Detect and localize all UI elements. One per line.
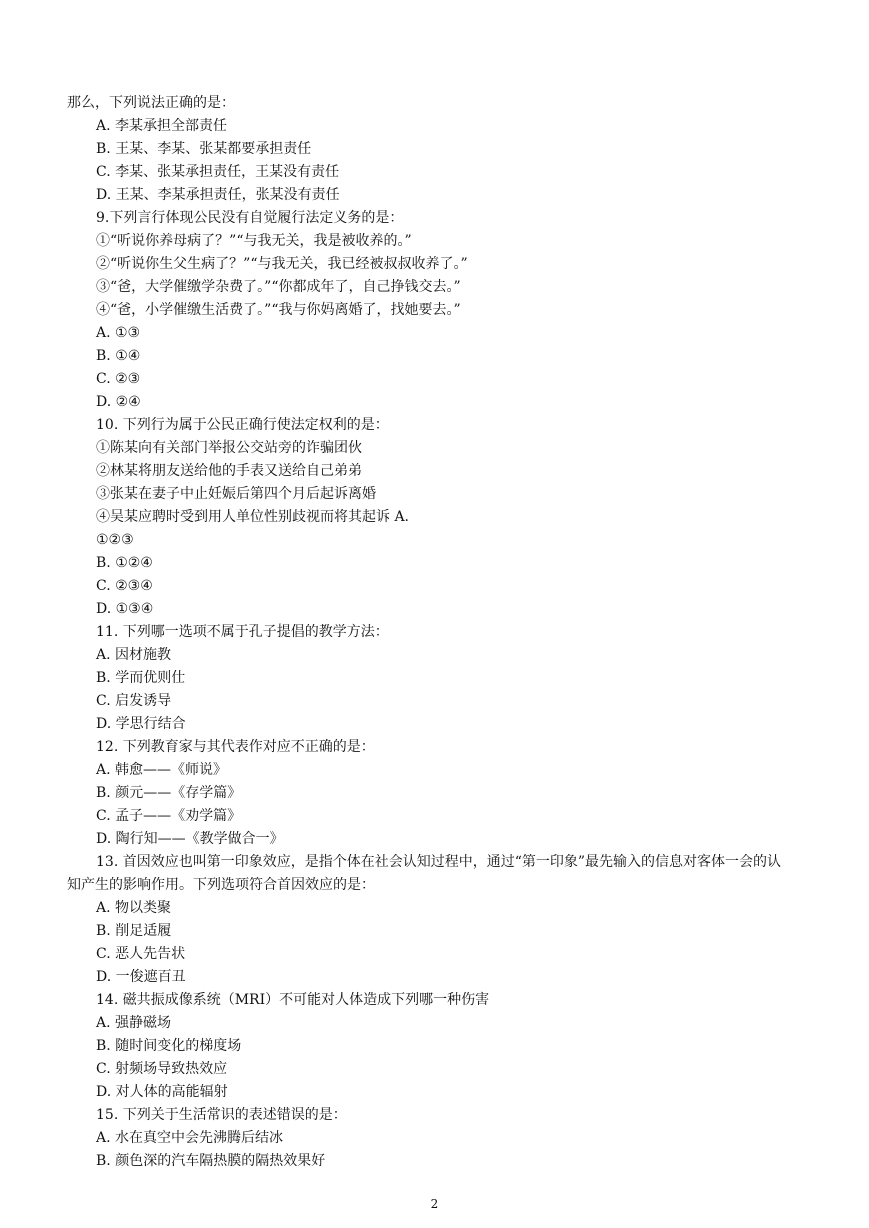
text-line: D. 王某、李某承担责任，张某没有责任: [96, 187, 340, 203]
text-line: A. 因材施教: [96, 647, 172, 663]
text-line: D. 对人体的高能辐射: [96, 1084, 228, 1100]
text-line: A. 韩愈——《师说》: [96, 762, 228, 778]
text-line: C. ②③: [96, 371, 141, 387]
question-15: 15. 下列关于生活常识的表述错误的是：: [96, 1107, 347, 1123]
text-line: ④吴某应聘时受到用人单位性别歧视而将其起诉 A.: [96, 509, 410, 525]
text-line: B. 王某、李某、张某都要承担责任: [96, 141, 312, 157]
text-line: ①陈某向有关部门举报公交站旁的诈骗团伙: [96, 440, 362, 456]
text-line: 知产生的影响作用。下列选项符合首因效应的是：: [67, 877, 375, 893]
text-line: B. 削足适履: [96, 923, 172, 939]
text-line: C. 启发诱导: [96, 693, 172, 709]
text-line: C. 恶人先告状: [96, 946, 186, 962]
question-13: 13. 首因效应也叫第一印象效应，是指个体在社会认知过程中，通过“第一印象”最先输入的信息对客体一会的认: [96, 854, 782, 870]
text-line: ③“爸，大学催缴学杂费了。”“你都成年了，自己挣钱交去。”: [96, 279, 461, 295]
question-12: 12. 下列教育家与其代表作对应不正确的是：: [96, 739, 375, 755]
text-line: ④“爸，小学催缴生活费了。”“我与你妈离婚了，找她要去。”: [96, 302, 461, 318]
text-line: ①“听说你养母病了？”“与我无关，我是被收养的。”: [96, 233, 412, 249]
text-line: A. 水在真空中会先沸腾后结冰: [96, 1130, 284, 1146]
text-line: B. 随时间变化的梯度场: [96, 1038, 242, 1054]
text-line: C. ②③④: [96, 578, 153, 594]
text-line: ②林某将朋友送给他的手表又送给自己弟弟: [96, 463, 362, 479]
text-line: D. ①③④: [96, 601, 154, 617]
question-9: 9.下列言行体现公民没有自觉履行法定义务的是：: [96, 210, 404, 226]
text-line: A. ①③: [96, 325, 141, 341]
text-line: B. 颜色深的汽车隔热膜的隔热效果好: [96, 1153, 326, 1169]
text-line: C. 李某、张某承担责任，王某没有责任: [96, 164, 340, 180]
text-line: B. ①④: [96, 348, 141, 364]
question-14: 14. 磁共振成像系统（MRI）不可能对人体造成下列哪一种伤害: [96, 992, 490, 1008]
text-line: ②“听说你生父生病了？”“与我无关，我已经被叔叔收养了。”: [96, 256, 468, 272]
text-line: D. 学思行结合: [96, 716, 186, 732]
text-line: D. 一俊遮百丑: [96, 969, 186, 985]
page-number: 2: [430, 1197, 439, 1211]
text-line: ①②③: [96, 532, 134, 548]
question-10: 10. 下列行为属于公民正确行使法定权利的是：: [96, 417, 389, 433]
text-line: ③张某在妻子中止妊娠后第四个月后起诉离婚: [96, 486, 376, 502]
text-line: D. 陶行知——《教学做合一》: [96, 831, 284, 847]
text-line: B. 颜元——《存学篇》: [96, 785, 242, 801]
text-line: B. ①②④: [96, 555, 153, 571]
text-line: C. 孟子——《劝学篇》: [96, 808, 242, 824]
text-line: C. 射频场导致热效应: [96, 1061, 228, 1077]
text-line: 那么，下列说法正确的是：: [67, 95, 235, 111]
text-line: A. 物以类聚: [96, 900, 172, 916]
text-line: B. 学而优则仕: [96, 670, 186, 686]
text-line: A. 李某承担全部责任: [96, 118, 228, 134]
text-line: A. 强静磁场: [96, 1015, 172, 1031]
text-line: D. ②④: [96, 394, 141, 410]
question-11: 11. 下列哪一选项不属于孔子提倡的教学方法：: [96, 624, 389, 640]
